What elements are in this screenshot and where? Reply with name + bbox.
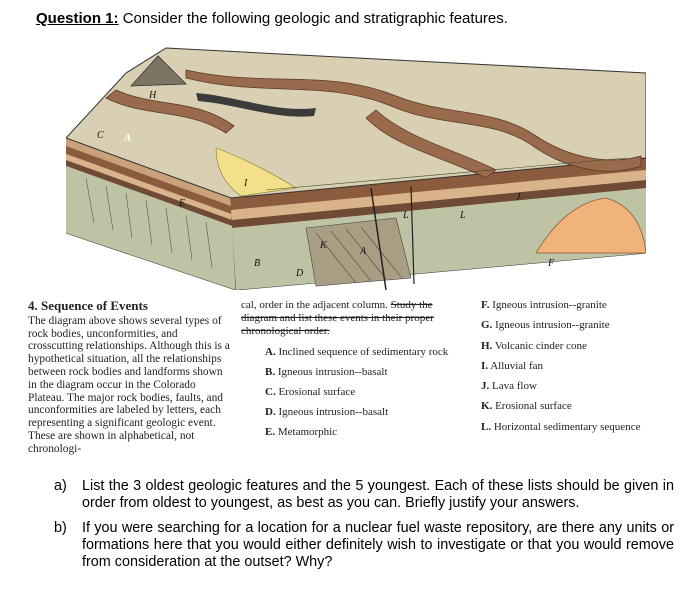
- event-l: L. Horizontal sedimentary sequence: [481, 420, 641, 433]
- diagram-label-j: J: [516, 192, 521, 203]
- event-k: K. Erosional surface: [481, 400, 572, 413]
- events-column-left: [241, 299, 463, 446]
- question-text: List the 3 oldest geologic features and the 5 youngest. Each of these lists should be given in order from oldest to youngest, as best as you can. Briefly justify your answers.: [82, 478, 674, 511]
- diagram-label-k: K: [320, 240, 327, 251]
- event-d: D. Igneous intrusion--basalt: [265, 406, 389, 418]
- diagram-label-h: H: [149, 90, 157, 101]
- textbook-intro-column: [28, 300, 233, 456]
- question-text: If you were searching for a location for a nuclear fuel waste repository, are there any units or formations here that you would either definitely wish to investigate or that you would remove from consideration at the outset? Why?: [82, 520, 674, 570]
- event-b: B. Igneous intrusion--basalt: [265, 366, 388, 378]
- event-j: J. Lava flow: [481, 380, 537, 393]
- event-e: E. Metamorphic: [265, 426, 338, 438]
- question-list: [54, 478, 674, 579]
- event-a: A. Inclined sequence of sedimentary rock: [265, 346, 449, 358]
- question-title: [36, 10, 508, 27]
- event-h: H. Volcanic cinder cone: [481, 339, 587, 352]
- inclined-sequence: [306, 218, 411, 286]
- question-label: b): [54, 520, 67, 536]
- question-prompt: Consider the following geologic and stratigraphic features.: [122, 10, 508, 27]
- geologic-block-diagram: [66, 38, 646, 290]
- diagram-label-l-right: L: [460, 210, 466, 221]
- diagram-label-l-left: L: [403, 210, 409, 221]
- question-item-a: [54, 478, 674, 512]
- diagram-label-a-top: A: [124, 132, 132, 144]
- diagram-label-e: E: [179, 198, 186, 209]
- diagram-label-a-bottom: A: [360, 246, 367, 257]
- diagram-label-b: B: [254, 258, 261, 269]
- event-i: I. Alluvial fan: [481, 359, 544, 372]
- section-intro: The diagram above shows several types of rock bodies, unconformities, and crosscutting relationships. Although this is a hypothetical situation, all the relationships between rock bodies and landforms shown in the diagram occur in the Colorado Plateau. The major rock bodies, faults, and unconformities are labeled by letters, each representing a significant geologic event. These are shown in alphabetical, not chronologi-: [28, 314, 230, 455]
- diagram-label-d: D: [296, 268, 304, 279]
- question-item-b: [54, 520, 674, 571]
- diagram-label-f: F: [548, 258, 555, 269]
- struck-instruction: Study the diagram and list these events in their proper chronological order.: [241, 299, 434, 337]
- intro-continuation: cal, order in the adjacent column. Study the diagram and list these events in their proper chronological order.: [241, 299, 434, 337]
- diagram-label-i: I: [244, 178, 248, 189]
- question-number: Question 1:: [36, 10, 119, 27]
- event-g: G. Igneous intrusion--granite: [481, 319, 610, 332]
- diagram-label-c: C: [97, 130, 104, 141]
- event-f: F. Igneous intrusion--granite: [481, 299, 607, 311]
- events-column-right: [481, 299, 681, 441]
- section-heading: 4. Sequence of Events: [28, 298, 148, 313]
- question-label: a): [54, 478, 67, 494]
- event-c: C. Erosional surface: [265, 386, 356, 398]
